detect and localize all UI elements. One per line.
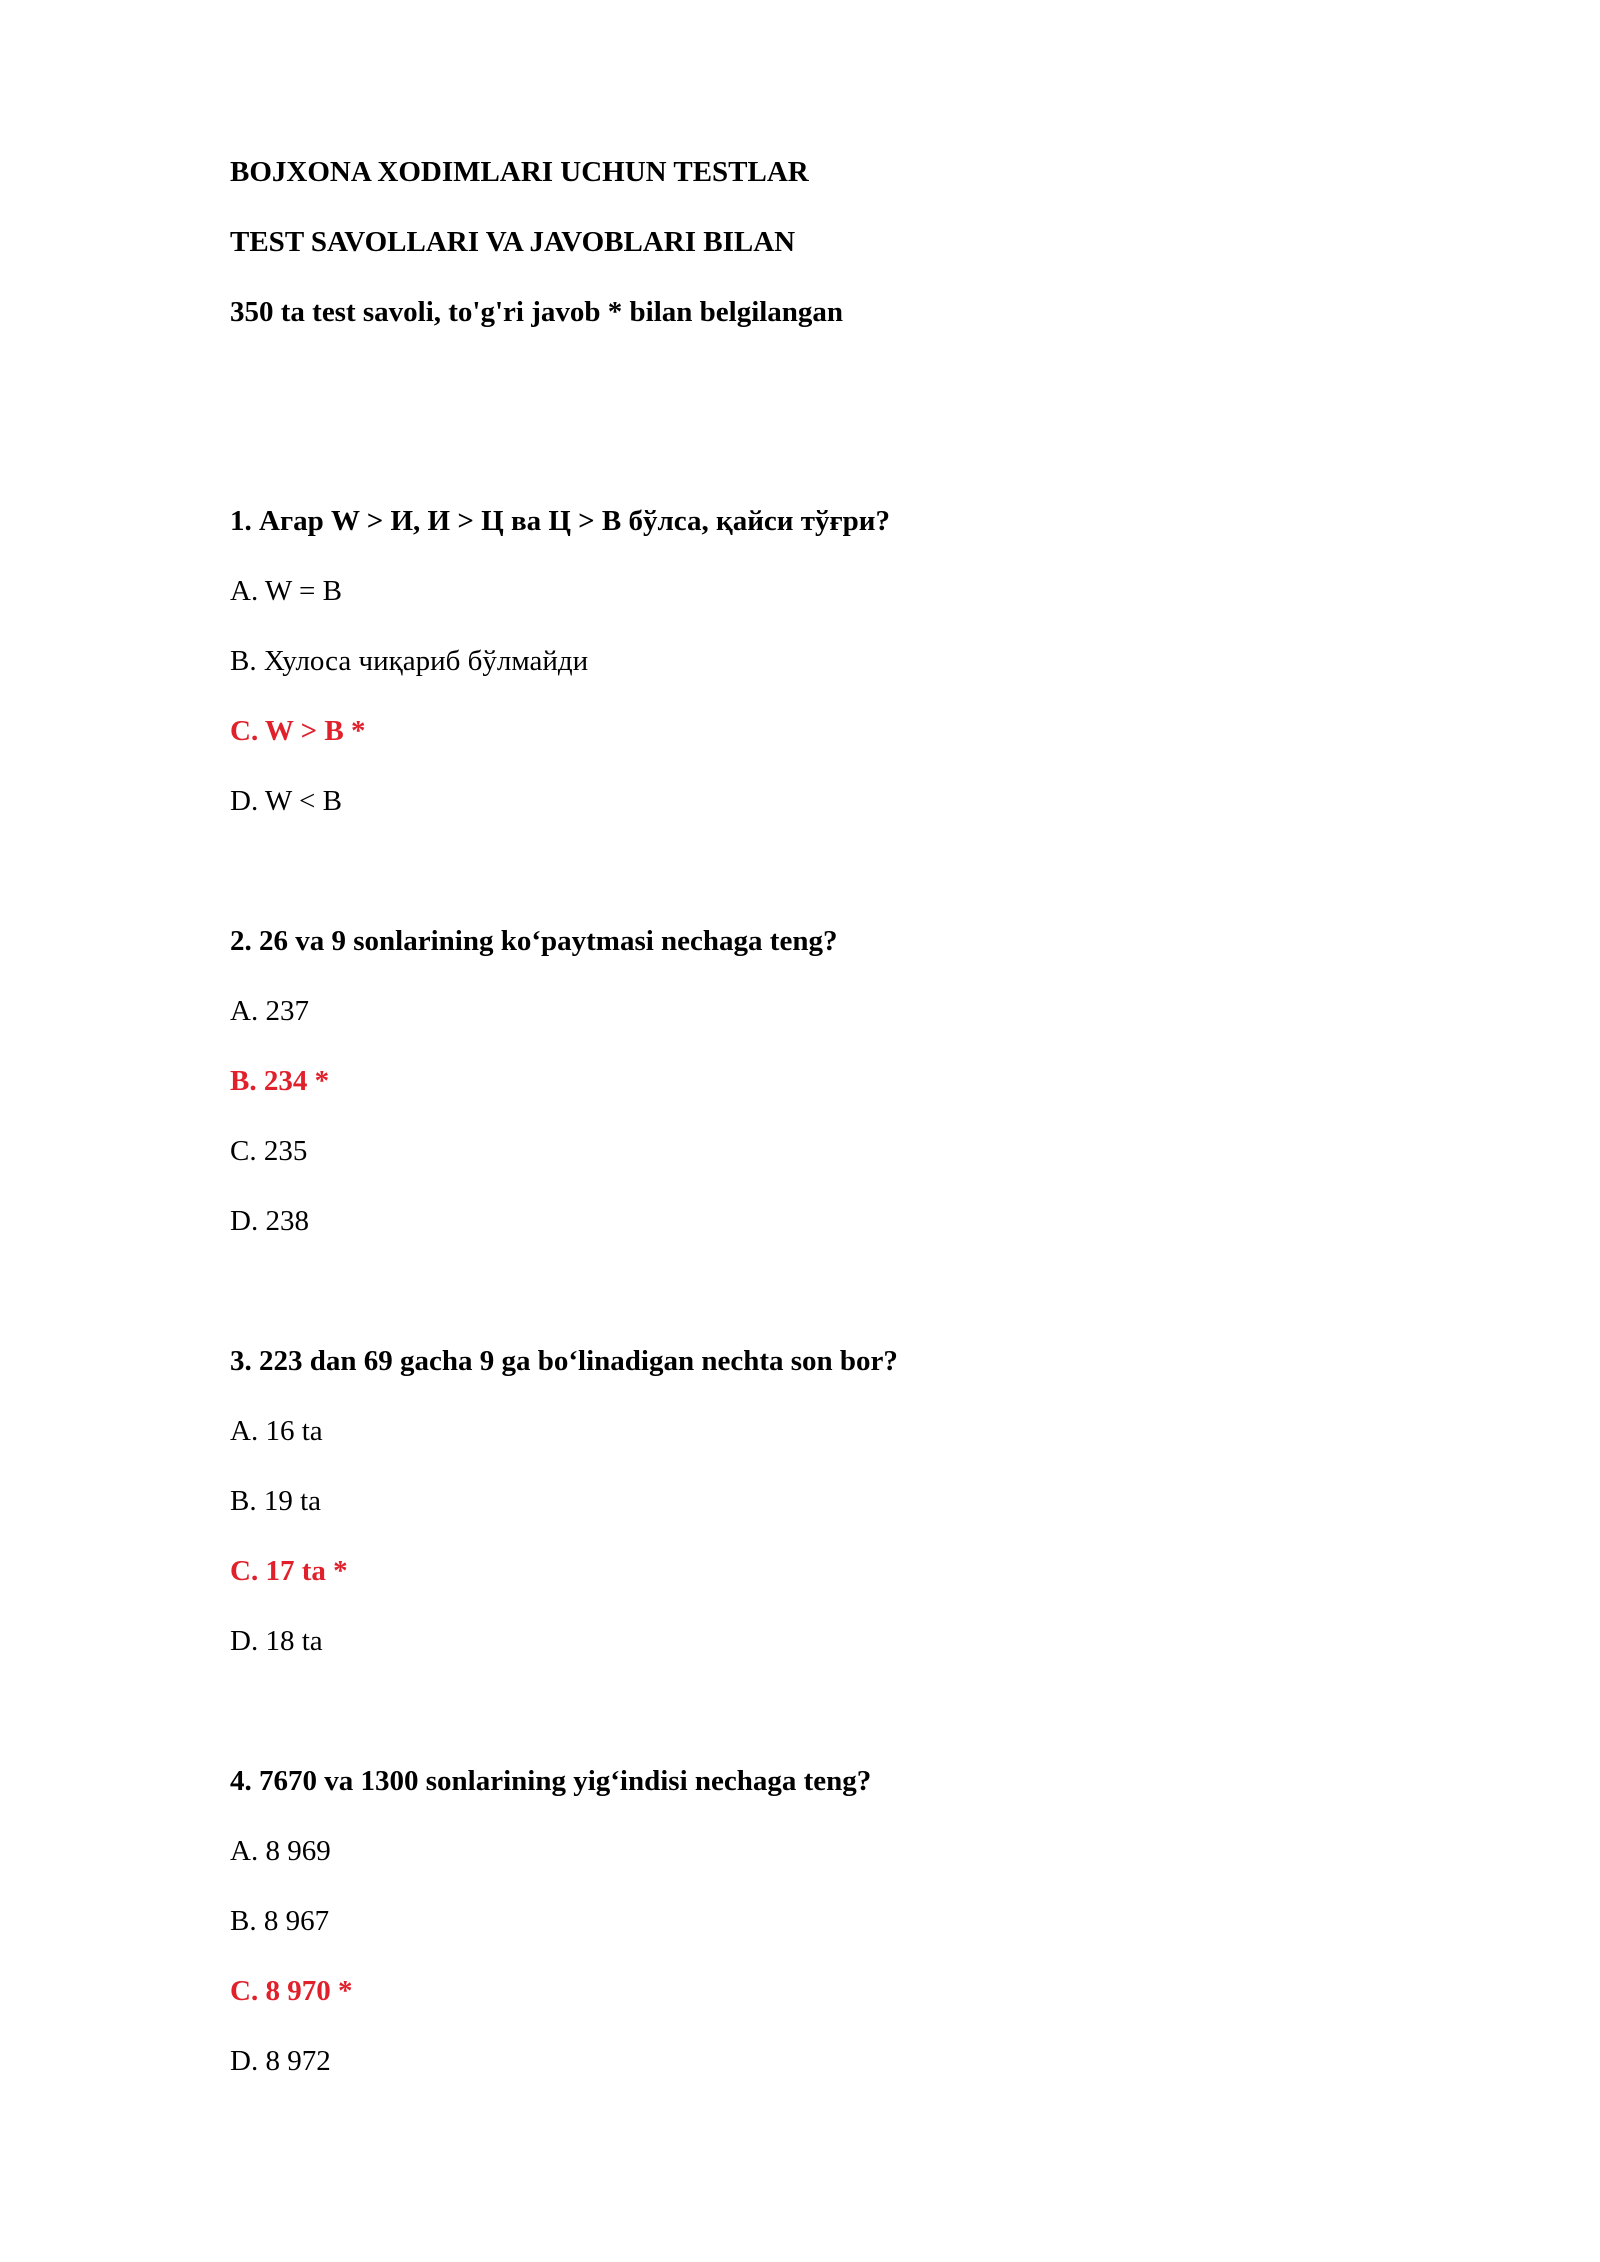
question-2-option-b-correct: B. 234 * — [230, 1065, 330, 1097]
document-subtitle: TEST SAVOLLARI VA JAVOBLARI BILAN — [230, 226, 796, 258]
question-3-option-d: D. 18 ta — [230, 1625, 323, 1657]
question-1: 1. Агар W > И, И > Ц ва Ц > В бўлса, қайси тўғри? — [230, 505, 891, 537]
question-3: 3. 223 dan 69 gacha 9 ga boʻlinadigan nechta son bor? — [230, 1345, 898, 1377]
question-4-option-a: A. 8 969 — [230, 1835, 331, 1867]
question-2-option-a: A. 237 — [230, 995, 309, 1027]
question-3-option-a: A. 16 ta — [230, 1415, 323, 1447]
question-2: 2. 26 va 9 sonlarining koʻpaytmasi nechaga teng? — [230, 925, 838, 957]
question-3-option-c-correct: C. 17 ta * — [230, 1555, 348, 1587]
question-3-option-b: B. 19 ta — [230, 1485, 322, 1517]
question-2-option-d: D. 238 — [230, 1205, 309, 1237]
question-2-option-c: C. 235 — [230, 1135, 308, 1167]
document-title: BOJXONA XODIMLARI UCHUN TESTLAR — [230, 156, 809, 188]
question-1-option-d: D. W < B — [230, 785, 342, 817]
document-note: 350 ta test savoli, to'g'ri javob * bilan belgilangan — [230, 296, 844, 328]
question-1-option-b: B. Хулоса чиқариб бўлмайди — [230, 645, 589, 677]
question-4: 4. 7670 va 1300 sonlarining yigʻindisi nechaga teng? — [230, 1765, 872, 1797]
question-1-option-c-correct: C. W > B * — [230, 715, 366, 747]
question-1-option-a: A. W = B — [230, 575, 342, 607]
question-4-option-c-correct: C. 8 970 * — [230, 1975, 353, 2007]
question-4-option-d: D. 8 972 — [230, 2045, 331, 2077]
question-4-option-b: B. 8 967 — [230, 1905, 330, 1937]
